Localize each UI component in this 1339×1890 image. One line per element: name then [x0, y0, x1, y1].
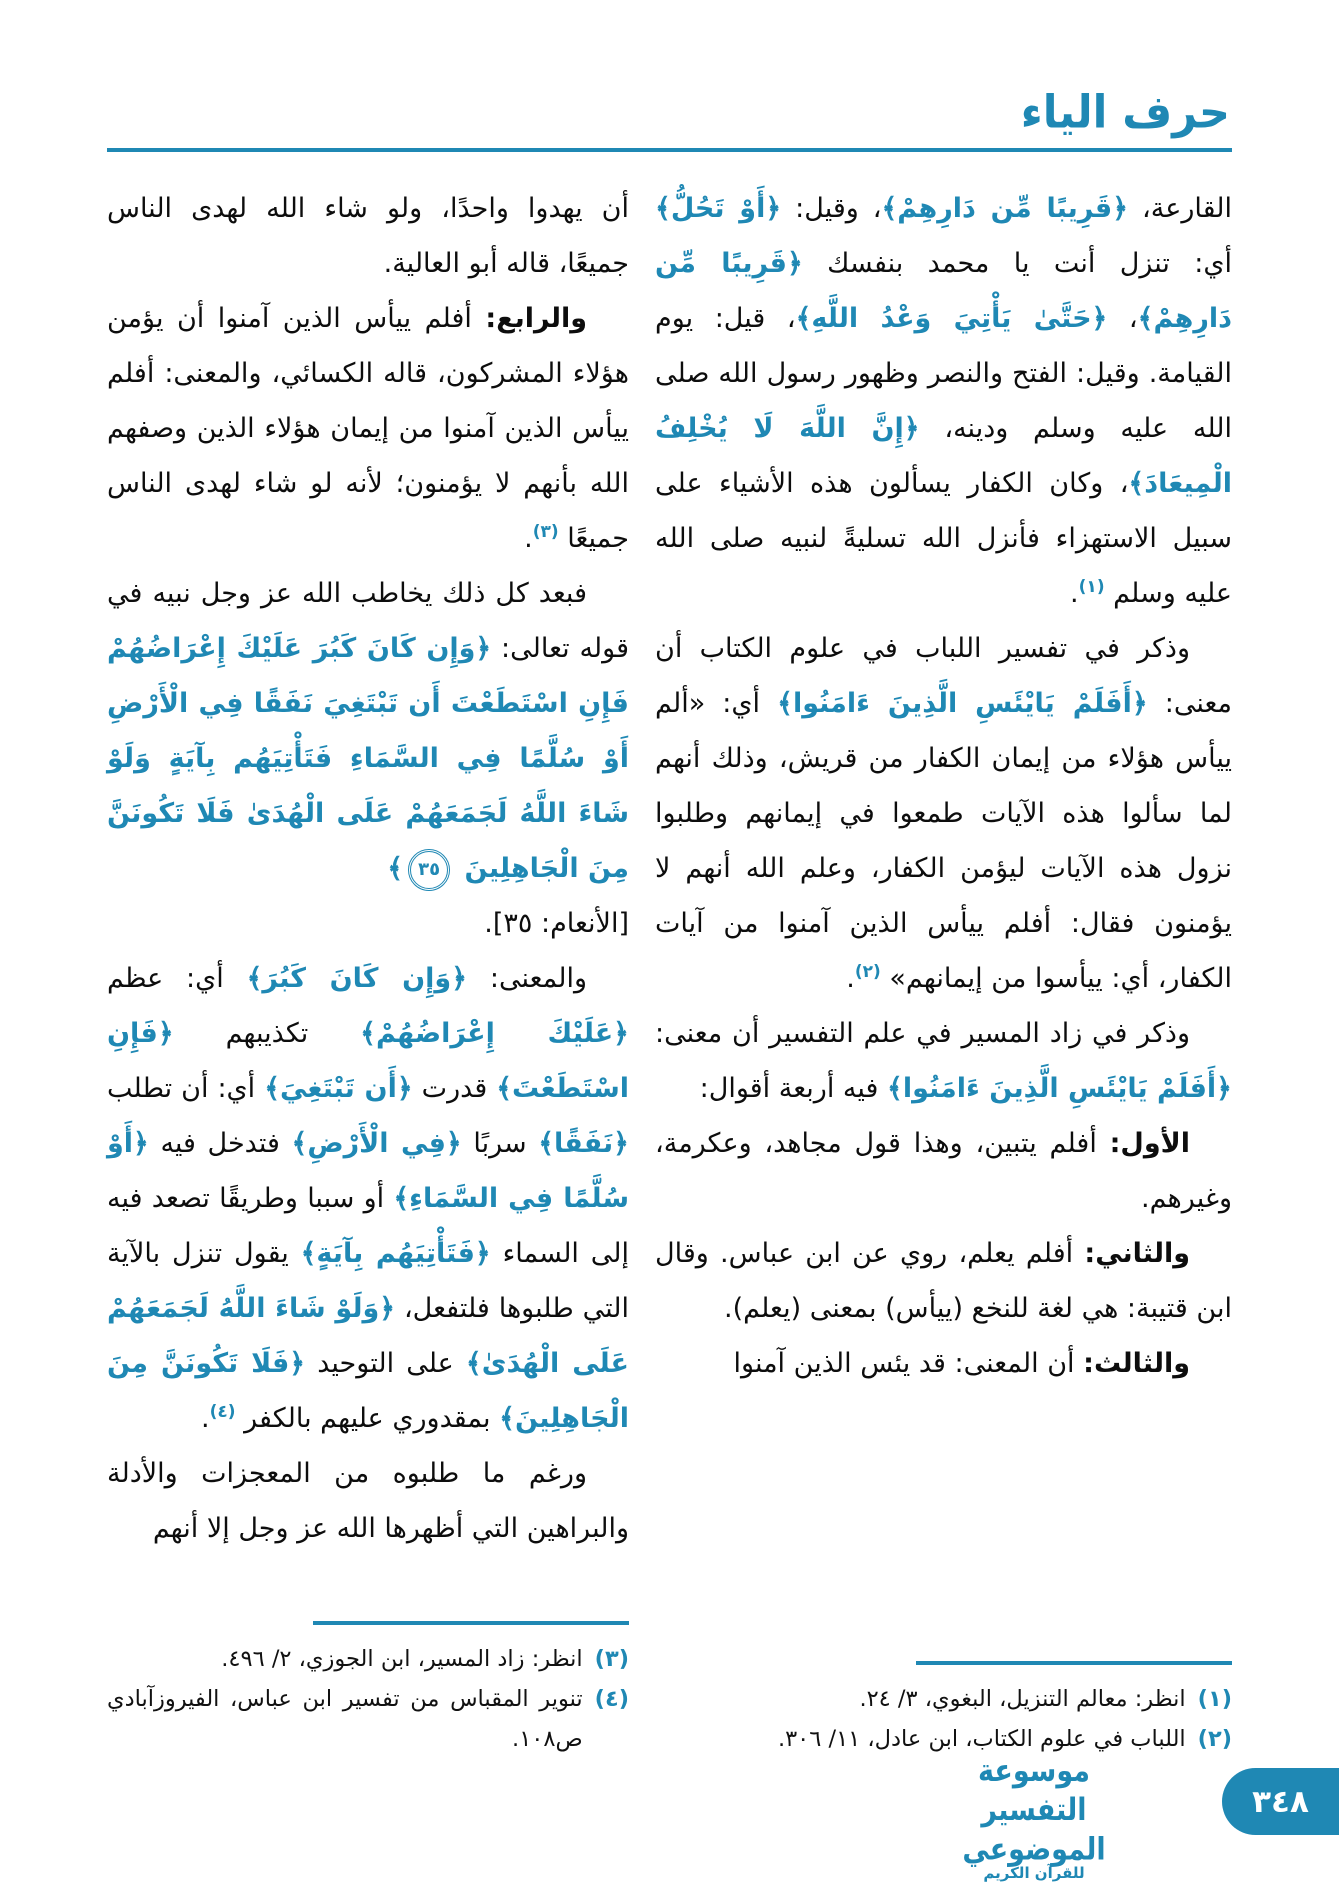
quran-verse-text: ﴿فَتَأْتِيَهُم بِآيَةٍ﴾ [300, 1238, 491, 1269]
paragraph [655, 1006, 1232, 1116]
logo-subtitle-calligraphy: للقرآن الكريم [983, 1864, 1085, 1882]
quran-verse-text: ﴿فَلَا تَكُونَنَّ مِنَ الْجَاهِلِينَ﴾ [107, 1348, 629, 1434]
paragraph [655, 1226, 1232, 1336]
body-text: . [846, 963, 855, 994]
body-text: ، وقيل: [781, 193, 882, 224]
paragraph [655, 1336, 1232, 1391]
body-text: أو سببا وطريقًا تصعد فيه إلى السماء [107, 1183, 630, 1269]
footnote-ref: (٢) [854, 962, 881, 982]
emphasis-text: والثالث: [1083, 1348, 1190, 1379]
body-text: وذكر في زاد المسير في علم التفسير أن معنى: [655, 1018, 1190, 1049]
column-right-body [655, 181, 1232, 1391]
quran-verse-text: ﴿حَتَّىٰ يَأْتِيَ وَعْدُ اللَّهِ﴾ [795, 303, 1108, 334]
footnote-item [107, 1679, 629, 1759]
body-text: على التوحيد [305, 1348, 466, 1379]
body-text: . [201, 1403, 210, 1434]
footnote-divider-line [916, 1661, 1232, 1665]
footnote-ref: (١) [1078, 577, 1105, 597]
footnote-ref: (٣) [532, 522, 559, 542]
paragraph [655, 1116, 1232, 1226]
paragraph [655, 621, 1232, 1006]
footnote-item [655, 1679, 1232, 1719]
footnote-number: (٤) [594, 1686, 629, 1712]
body-text: أفلم ييأس الذين آمنوا أن يؤمن هؤلاء المشركون، قاله الكسائي، والمعنى: أفلم ييأس الذين آمنوا من إيمان هؤلاء الذين وصفهم الله بأنهم لا يؤمنون؛ لأنه لو شاء لهدى الناس جميعًا [107, 303, 629, 554]
footnote-text: تنوير المقباس من تفسير ابن عباس، الفيروزآبادي ص١٠٨. [107, 1686, 583, 1752]
column-left-footnotes [107, 1621, 629, 1759]
body-text: أفلم يتبين، وهذا قول مجاهد، وعكرمة، وغيرهم. [655, 1128, 1232, 1214]
body-text: فبعد كل ذلك يخاطب الله عز وجل نبيه في قوله تعالى: [107, 578, 629, 664]
footnote-list [107, 1639, 629, 1759]
body-text: ورغم ما طلبوه من المعجزات والأدلة والبراهين التي أظهرها الله عز وجل إلا أنهم [107, 1458, 629, 1544]
body-text: أفلم يعلم، روي عن ابن عباس. وقال ابن قتيبة: هي لغة للنخع (ييأس) بمعنى (يعلم). [655, 1238, 1232, 1324]
body-text: أي: «ألم ييأس هؤلاء من إيمان الكفار من قريش، وذلك أنهم لما سألوا هذه الآيات طمعوا في إيمانهم وطلبوا نزول هذه الآيات ليؤمن الكفار، وعلم الله أنهم لا يؤمنون فقال: أفلم ييأس الذين آمنوا من آيات الكفار، أي: ييأسوا من إيمانهم» [655, 688, 1232, 994]
quran-verse-text: ﴿فَإِنِ اسْتَطَعْتَ﴾ [107, 1018, 630, 1104]
emphasis-text: والثاني: [1084, 1238, 1190, 1269]
footnote-text: انظر: معالم التنزيل، البغوي، ٣/ ٢٤. [859, 1686, 1186, 1712]
body-text: والمعنى: [467, 963, 588, 994]
body-text: بمقدوري عليهم بالكفر [235, 1403, 500, 1434]
page-number: ٣٤٨ [1252, 1783, 1309, 1820]
footnote-divider-line [313, 1621, 629, 1625]
body-text: ، [1107, 303, 1138, 334]
page-number-badge [1222, 1768, 1339, 1835]
footnote-text: انظر: زاد المسير، ابن الجوزي، ٢/ ٤٩٦. [221, 1646, 583, 1672]
body-text: . [1070, 578, 1079, 609]
quran-verse-text: ﴿وَإِن كَانَ كَبُرَ عَلَيْكَ إِعْرَاضُهُمْ فَإِنِ اسْتَطَعْتَ أَن تَبْتَغِيَ نَفَقًا فِي الْأَرْضِ أَوْ سُلَّمًا فِي السَّمَاءِ فَتَأْتِيَهُم بِآيَةٍ وَلَوْ شَاءَ اللَّهُ لَجَمَعَهُمْ عَلَى الْهُدَىٰ فَلَا تَكُونَنَّ مِنَ الْجَاهِلِينَ [107, 633, 629, 884]
body-text: ، قيل: يوم القيامة. وقيل: الفتح والنصر وظهور رسول الله صلى الله عليه وسلم ودينه، [655, 303, 1232, 444]
emphasis-text: والرابع: [485, 303, 587, 334]
quran-verse-text: ﴿أَفَلَمْ يَايْئَسِ الَّذِينَ ءَامَنُوا﴾ [777, 688, 1148, 719]
body-text: . [524, 523, 533, 554]
footnote-number: (٣) [594, 1646, 629, 1672]
body-text: أن يهدوا واحدًا، ولو شاء الله لهدى الناس جميعًا، قاله أبو العالية. [107, 193, 629, 279]
quran-verse-text: ﴿نَفَقًا﴾ [538, 1128, 629, 1159]
body-text: أن المعنى: قد يئس الذين آمنوا [733, 1348, 1084, 1379]
quran-verse-text: ﴿قَرِيبًا مِّن دَارِهِمْ﴾ [881, 193, 1129, 224]
body-text: سربًا [461, 1128, 539, 1159]
quran-verse-text: ﴾ [387, 853, 404, 884]
body-text: يقول تنزل بالآية التي طلبوها فلتفعل، [107, 1238, 629, 1324]
logo-title-calligraphy: موسوعة التفسير الموضوعي [962, 1753, 1106, 1868]
body-text: فتدخل فيه [148, 1128, 292, 1159]
quran-verse-text: ﴿أَوْ تَحُلُّ﴾ [655, 193, 782, 224]
body-text: أي: عظم [107, 963, 247, 994]
body-text: القارعة، [1128, 193, 1232, 224]
quran-verse-text: ﴿عَلَيْكَ إِعْرَاضُهُمْ﴾ [360, 1018, 629, 1049]
column-right-footnotes [655, 1661, 1232, 1759]
column-right [655, 181, 1232, 1759]
footnote-list [655, 1679, 1232, 1759]
paragraph [107, 951, 629, 1446]
quran-verse-text: ﴿فِي الْأَرْضِ﴾ [291, 1128, 462, 1159]
quran-verse-text: ﴿وَإِن كَانَ كَبُرَ﴾ [246, 963, 468, 994]
body-text: قدرت [412, 1073, 497, 1104]
header-divider-line [107, 148, 1232, 152]
footnote-number: (١) [1197, 1686, 1232, 1712]
quran-verse-text: ﴿أَفَلَمْ يَايْئَسِ الَّذِينَ ءَامَنُوا﴾ [887, 1073, 1232, 1104]
quran-verse-text: ﴿أَن تَبْتَغِيَ﴾ [264, 1073, 413, 1104]
paragraph [107, 1446, 629, 1556]
body-text: وذكر في تفسير اللباب في علوم الكتاب أن معنى: [655, 633, 1232, 719]
chapter-title: حرف الياء [1020, 86, 1230, 140]
quran-verse-text: ﴿وَلَوْ شَاءَ اللَّهُ لَجَمَعَهُمْ عَلَى الْهُدَىٰ﴾ [107, 1293, 629, 1379]
body-text: تكذيبهم [173, 1018, 361, 1049]
column-left-body [107, 181, 629, 1556]
footnote-item [107, 1639, 629, 1679]
body-text: أي: أن تطلب [107, 1073, 265, 1104]
paragraph [107, 566, 629, 896]
column-left [107, 181, 629, 1759]
text-columns [107, 181, 1232, 1759]
footnote-text: اللباب في علوم الكتاب، ابن عادل، ١١/ ٣٠٦. [777, 1726, 1186, 1752]
footnote-ref: (٤) [209, 1402, 236, 1422]
paragraph [107, 896, 629, 951]
paragraph [107, 291, 629, 566]
body-text: ، وكان الكفار يسألون هذه الأشياء على سبيل الاستهزاء فأنزل الله تسليةً لنبيه صلى الله عليه وسلم [655, 468, 1232, 609]
quran-verse-text: ﴿قَرِيبًا مِّن دَارِهِمْ﴾ [655, 248, 1233, 334]
ayah-number-badge: ٣٥ [408, 849, 450, 891]
body-text: أي: تنزل أنت يا محمد بنفسك [802, 248, 1232, 279]
body-text: [الأنعام: ٣٥]. [484, 908, 629, 939]
publisher-logo [930, 1753, 1138, 1884]
quran-verse-text: ﴿أَوْ سُلَّمًا فِي السَّمَاءِ﴾ [107, 1128, 630, 1214]
paragraph [107, 181, 629, 291]
paragraph [655, 181, 1232, 621]
footnote-number: (٢) [1197, 1726, 1232, 1752]
quran-verse-text: ﴿إِنَّ اللَّهَ لَا يُخْلِفُ الْمِيعَادَ﴾ [655, 413, 1232, 499]
emphasis-text: الأول: [1109, 1128, 1190, 1159]
body-text: فيه أربعة أقوال: [699, 1073, 888, 1104]
